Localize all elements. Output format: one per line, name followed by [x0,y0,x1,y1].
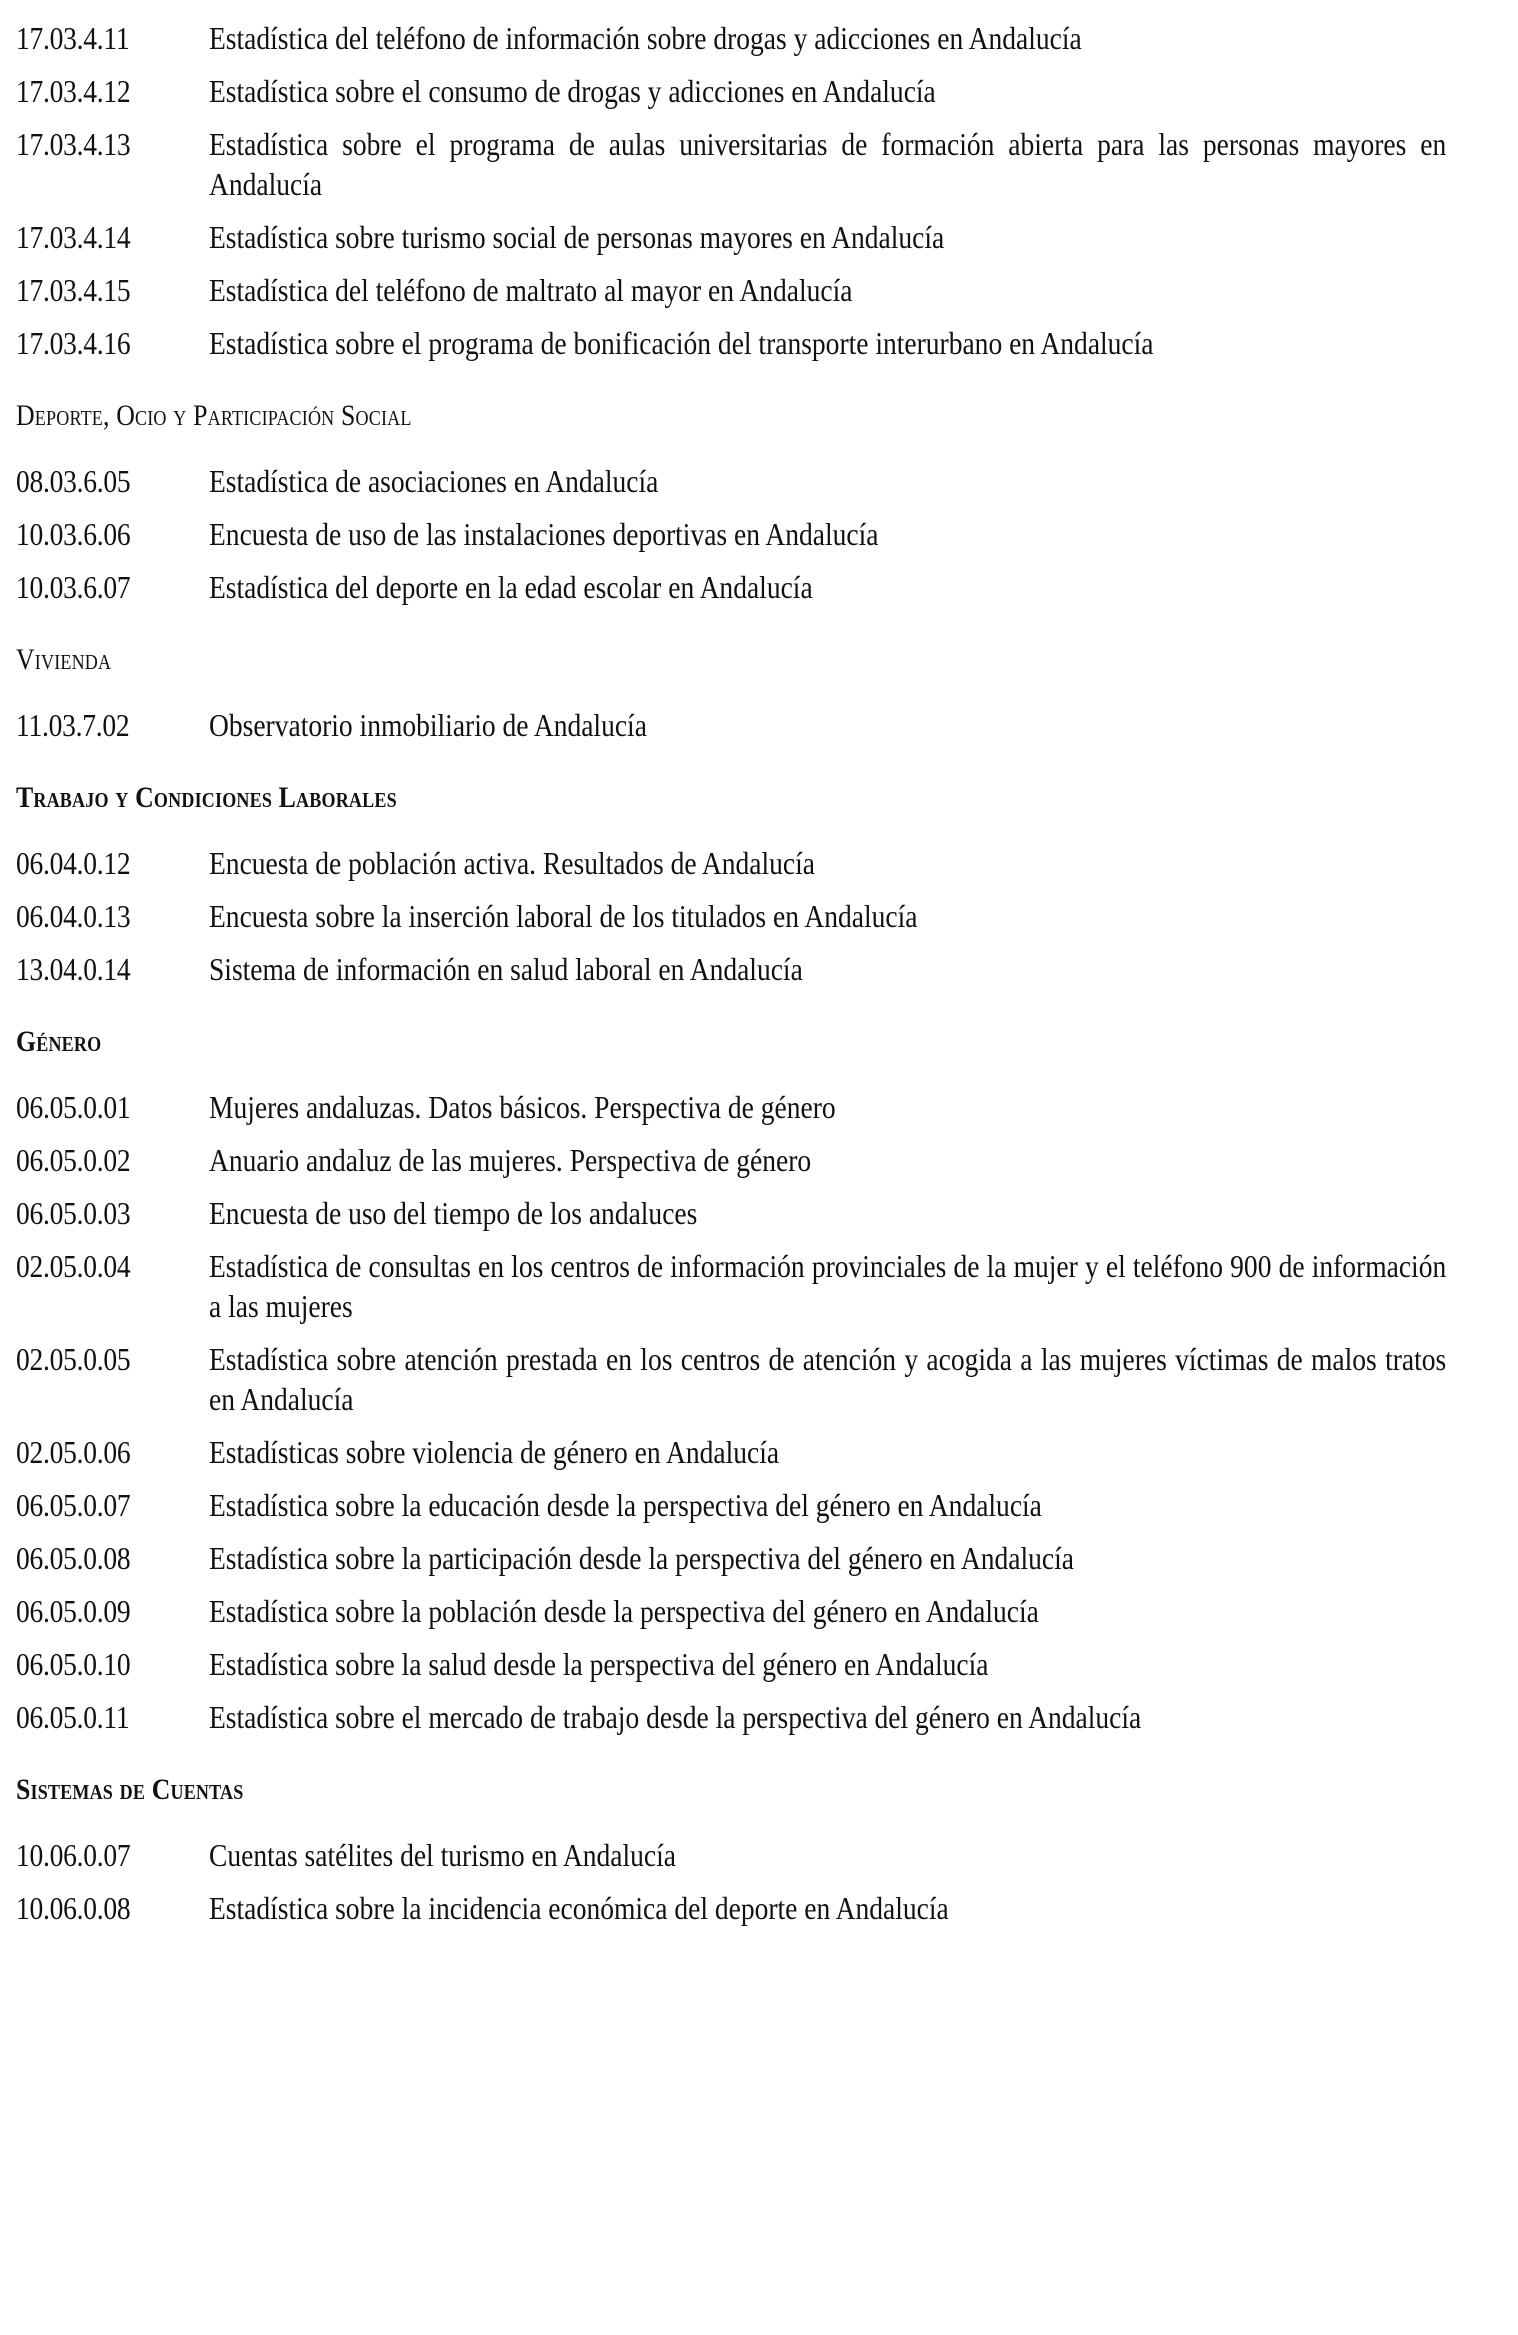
list-item [16,71,1436,111]
statistic-code [16,1485,209,1525]
statistic-code [16,1193,209,1233]
statistic-code [16,896,209,936]
statistic-code [16,1087,209,1127]
statistic-title-text: Estadística sobre la educación desde la perspectiva del género en Andalucía [209,1487,1042,1523]
statistic-code [16,1538,209,1578]
list-item [16,217,1436,257]
statistic-title [209,949,1446,989]
statistic-code [16,949,209,989]
statistic-title [209,71,1446,111]
section-heading: Género [16,1025,102,1058]
list-item [16,461,1436,501]
statistic-title-text: Estadística sobre el programa de aulas universitarias de formación abierta para las personas mayores en Andalucía [209,126,1447,202]
statistic-title [209,1087,1446,1127]
statistic-code-text: 06.05.0.10 [16,1646,131,1682]
statistic-title [209,1485,1446,1525]
statistic-title-text: Estadísticas sobre violencia de género en Andalucía [209,1434,780,1470]
statistic-title [209,323,1446,363]
statistic-title-text: Cuentas satélites del turismo en Andalucía [209,1837,676,1873]
statistic-code-text: 17.03.4.12 [16,73,131,109]
statistic-code [16,461,209,501]
list-item [16,1591,1436,1631]
statistic-title [209,1432,1446,1472]
statistic-code [16,71,209,111]
section-0 [16,18,1447,363]
list-item [16,1339,1447,1419]
statistic-code-text: 06.05.0.02 [16,1142,131,1178]
statistic-title [209,217,1446,257]
statistic-code-text: 10.03.6.07 [16,569,131,605]
list-item [16,1835,1436,1875]
statistic-code-text: 10.06.0.08 [16,1890,131,1926]
list-item [16,270,1436,310]
statistic-title-text: Estadística de consultas en los centros de información provinciales de la mujer y el teléfono 900 de información a las mujeres [209,1248,1447,1324]
statistic-code-text: 06.05.0.03 [16,1195,131,1231]
statistic-title-text: Estadística sobre atención prestada en los centros de atención y acogida a las mujeres víctimas de malos tratos en Andalucía [209,1341,1447,1417]
list-item [16,1538,1436,1578]
statistic-code [16,514,209,554]
statistic-code [16,1888,209,1928]
statistic-code-text: 06.05.0.08 [16,1540,131,1576]
statistic-code-text: 10.03.6.06 [16,516,131,552]
list-item [16,1697,1436,1737]
statistic-code-text: 11.03.7.02 [16,707,130,743]
statistic-title-text: Estadística del teléfono de información sobre drogas y adicciones en Andalucía [209,20,1082,56]
statistic-title-text: Anuario andaluz de las mujeres. Perspectiva de género [209,1142,812,1178]
section-heading: Vivienda [16,643,112,676]
statistic-title-text: Estadística sobre la población desde la perspectiva del género en Andalucía [209,1593,1039,1629]
list-item [16,1888,1436,1928]
statistic-code [16,124,209,164]
section-heading: Sistemas de Cuentas [16,1773,244,1806]
statistic-title-text: Estadística sobre el mercado de trabajo desde la perspectiva del género en Andalucía [209,1699,1142,1735]
statistic-code [16,705,209,745]
statistic-code-text: 17.03.4.16 [16,325,131,361]
section-2 [16,641,1436,745]
statistic-title-text: Estadística del teléfono de maltrato al mayor en Andalucía [209,272,853,308]
statistic-title [209,270,1446,310]
statistic-title-text: Estadística sobre el programa de bonificación del transporte interurbano en Andalucía [209,325,1154,361]
list-item [16,1485,1436,1525]
statistic-code-text: 08.03.6.05 [16,463,131,499]
list-item [16,949,1436,989]
list-item [16,323,1436,363]
list-item [16,1193,1436,1233]
statistic-code-text: 02.05.0.04 [16,1248,131,1284]
list-item [16,896,1436,936]
list-item [16,1087,1436,1127]
document-page [16,18,1447,1941]
statistic-code [16,217,209,257]
statistic-title-text: Encuesta sobre la inserción laboral de los titulados en Andalucía [209,898,918,934]
list-item [16,514,1436,554]
list-item [16,1644,1436,1684]
statistic-title-text: Estadística sobre turismo social de personas mayores en Andalucía [209,219,945,255]
statistic-title [209,514,1446,554]
section-3 [16,779,1436,989]
statistic-code-text: 02.05.0.05 [16,1341,131,1377]
statistic-code-text: 10.06.0.07 [16,1837,131,1873]
statistic-title-text: Encuesta de uso de las instalaciones deportivas en Andalucía [209,516,879,552]
statistic-title-text: Estadística del deporte en la edad escolar en Andalucía [209,569,813,605]
list-item [16,18,1436,58]
list-item [16,1432,1436,1472]
statistic-code [16,1591,209,1631]
statistic-title-text: Observatorio inmobiliario de Andalucía [209,707,647,743]
statistic-title [209,1697,1446,1737]
statistic-code-text: 06.05.0.07 [16,1487,131,1523]
statistic-code [16,18,209,58]
section-4 [16,1023,1447,1737]
statistic-title [209,18,1446,58]
statistic-title [209,896,1446,936]
statistic-title [209,1193,1446,1233]
statistic-title-text: Encuesta de uso del tiempo de los andaluces [209,1195,698,1231]
statistic-title [209,843,1446,883]
statistic-title [209,1246,1446,1326]
statistic-code-text: 17.03.4.14 [16,219,131,255]
list-item [16,843,1436,883]
statistic-code [16,1835,209,1875]
list-item [16,1140,1436,1180]
statistic-title-text: Encuesta de población activa. Resultados de Andalucía [209,845,816,881]
statistic-code [16,323,209,363]
statistic-code [16,1246,209,1286]
statistic-title-text: Estadística de asociaciones en Andalucía [209,463,659,499]
statistic-title [209,1888,1446,1928]
statistic-title [209,1140,1446,1180]
statistic-code [16,843,209,883]
statistic-code-text: 17.03.4.13 [16,126,131,162]
statistic-code [16,1644,209,1684]
statistic-code [16,1432,209,1472]
statistic-title [209,567,1446,607]
statistic-code [16,270,209,310]
statistic-title [209,1339,1446,1419]
section-heading: Trabajo y Condiciones Laborales [16,781,397,814]
statistic-code-text: 13.04.0.14 [16,951,131,987]
statistic-title-text: Sistema de información en salud laboral en Andalucía [209,951,803,987]
statistic-title [209,461,1446,501]
statistic-code-text: 17.03.4.15 [16,272,131,308]
statistic-code-text: 06.05.0.11 [16,1699,130,1735]
statistic-title-text: Estadística sobre la participación desde la perspectiva del género en Andalucía [209,1540,1074,1576]
statistic-code [16,1697,209,1737]
list-item [16,124,1447,204]
list-item [16,567,1436,607]
statistic-code-text: 06.04.0.13 [16,898,131,934]
statistic-code-text: 06.05.0.01 [16,1089,131,1125]
statistic-code [16,1339,209,1379]
section-1 [16,397,1436,607]
section-heading: Deporte, Ocio y Participación Social [16,399,412,432]
statistic-code [16,567,209,607]
statistic-title-text: Estadística sobre la salud desde la perspectiva del género en Andalucía [209,1646,989,1682]
statistic-code-text: 06.05.0.09 [16,1593,131,1629]
statistic-title [209,1591,1446,1631]
statistic-code [16,1140,209,1180]
statistic-code-text: 02.05.0.06 [16,1434,131,1470]
statistic-title-text: Estadística sobre el consumo de drogas y adicciones en Andalucía [209,73,936,109]
list-item [16,705,1436,745]
statistic-title [209,1835,1446,1875]
statistic-title [209,1538,1446,1578]
statistic-title-text: Mujeres andaluzas. Datos básicos. Perspectiva de género [209,1089,836,1125]
statistic-title [209,705,1446,745]
statistic-code-text: 17.03.4.11 [16,20,130,56]
statistic-title-text: Estadística sobre la incidencia económica del deporte en Andalucía [209,1890,949,1926]
statistic-code-text: 06.04.0.12 [16,845,131,881]
section-5 [16,1771,1436,1928]
list-item [16,1246,1447,1326]
statistic-title [209,1644,1446,1684]
statistic-title [209,124,1446,204]
